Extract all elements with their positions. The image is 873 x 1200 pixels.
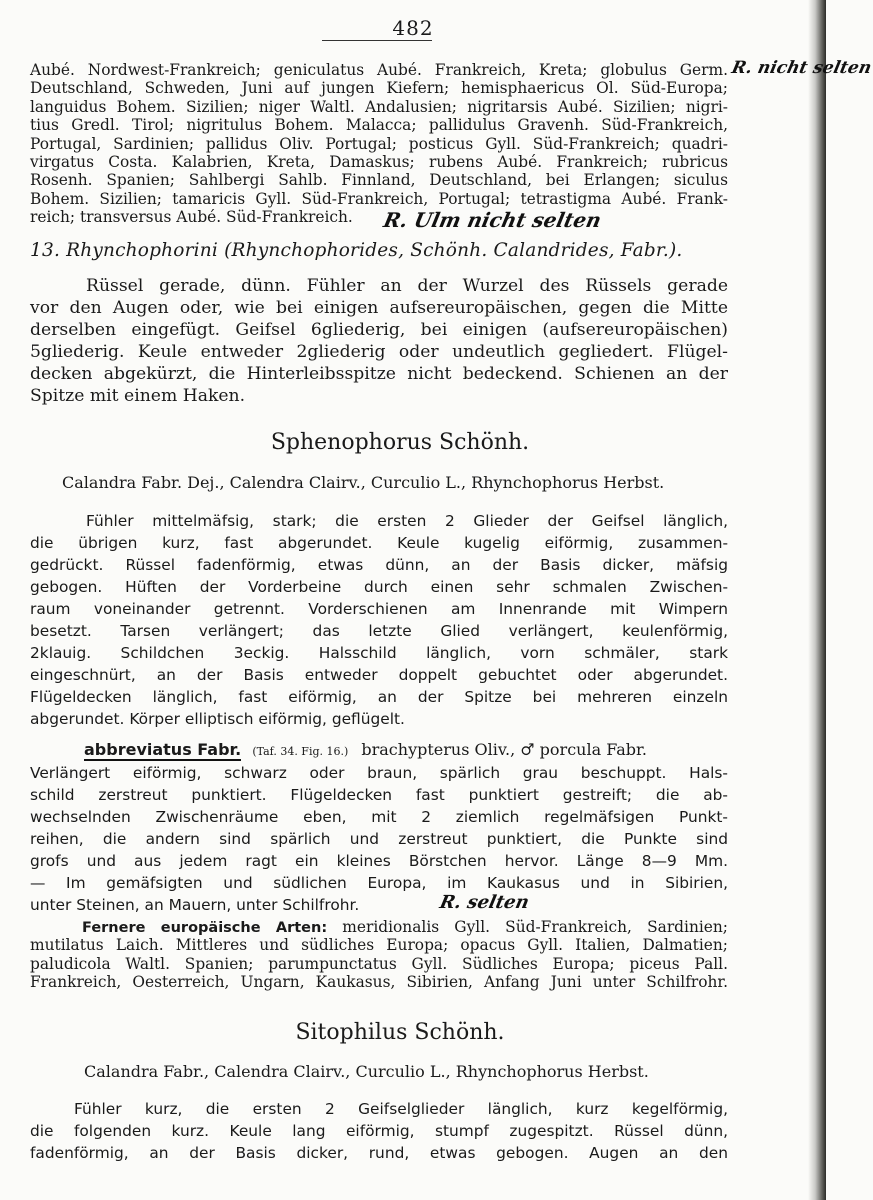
text-line: abgerundet. Körper elliptisch eiförmig, geflügelt. — [30, 710, 405, 728]
text-line: eingeschnürt, an der Basis entweder doppelt gebuchtet oder abgerundet. — [30, 666, 728, 684]
text-line: raum voneinander getrennt. Vorderschienen am Innenrande mit Wimpern — [30, 600, 728, 618]
species-name: abbreviatus Fabr. — [84, 740, 242, 759]
text-line: schild zerstreut punktiert. Flügeldecken fast punktiert gestreift; die ab- — [30, 786, 728, 804]
text-line: Frankreich, Oesterreich, Ungarn, Kaukasus, Sibirien, Anfang Juni unter Schilfrohr. — [30, 973, 728, 992]
genus-description — [30, 1098, 728, 1164]
species-synonyms: brachypterus Oliv., ♂ porcula Fabr. — [361, 740, 647, 759]
genus-heading: Sphenophorus Schönh. — [270, 430, 530, 455]
handwritten-note: R. Ulm nicht selten — [381, 208, 604, 232]
text-line: 2klauig. Schildchen 3eckig. Halsschild länglich, vorn schmäler, stark — [30, 644, 728, 662]
text-line: die folgenden kurz. Keule lang eiförmig, stumpf zugespitzt. Rüssel dünn, — [30, 1122, 728, 1140]
text-line: gedrückt. Rüssel fadenförmig, etwas dünn, an der Basis dicker, mäfsig — [30, 556, 728, 574]
text-line: besetzt. Tarsen verlängert; das letzte Glied verlängert, keulenförmig, — [30, 622, 728, 640]
text-line: Spitze mit einem Haken. — [30, 386, 246, 406]
previous-species-list — [30, 61, 728, 227]
text-line: virgatus Costa. Kalabrien, Kreta, Damaskus; rubens Aubé. Frankreich; rubricus — [30, 152, 728, 171]
section-description — [30, 275, 728, 407]
text-line: Bohem. Sizilien; tamaricis Gyll. Süd-Frankreich, Portugal; tetrastigma Aubé. Frank- — [30, 189, 728, 208]
text-line: paludicola Waltl. Spanien; parumpunctatus Gyll. Südliches Europa; piceus Pall. — [30, 954, 728, 973]
text-line: Aubé. Nordwest-Frankreich; geniculatus Aubé. Frankreich, Kreta; globulus Germ. — [30, 61, 728, 79]
text-line: Flügeldecken länglich, fast eiförmig, an der Spitze bei mehreren einzeln — [30, 688, 728, 706]
book-spine-shadow — [808, 0, 826, 1200]
further-species-text: meridionalis Gyll. Süd-Frankreich, Sardinien; — [342, 918, 728, 936]
text-line: gebogen. Hüften der Vorderbeine durch einen sehr schmalen Zwischen- — [30, 578, 728, 596]
text-line — [30, 918, 728, 936]
text-line: fadenförmig, an der Basis dicker, rund, etwas gebogen. Augen an den — [30, 1144, 728, 1162]
text-line: Portugal, Sardinien; pallidus Oliv. Portugal; posticus Gyll. Süd-Frankreich; quadri- — [30, 134, 728, 153]
text-line: vor den Augen oder, wie bei einigen aufsereuropäischen, gegen die Mitte — [30, 298, 728, 318]
text-line: Fühler mittelmäfsig, stark; die ersten 2 Glieder der Geifsel länglich, — [86, 512, 728, 530]
text-line: Verlängert eiförmig, schwarz oder braun, spärlich grau beschuppt. Hals- — [30, 764, 728, 782]
further-species-label: Fernere europäische Arten: — [82, 920, 328, 936]
plate-reference: (Taf. 34. Fig. 16.) — [252, 745, 349, 758]
text-line: derselben eingefügt. Geifsel 6gliederig, bei einigen (aufsereuropäischen) — [30, 320, 728, 340]
text-line: Rosenh. Spanien; Sahlbergi Sahlb. Finnland, Deutschland, bei Erlangen; siculus — [30, 171, 728, 190]
page-number: 482 — [392, 16, 434, 40]
genus-description — [30, 510, 728, 730]
text-line: languidus Bohem. Sizilien; niger Waltl. Andalusien; nigritarsis Aubé. Sizilien; nigri- — [30, 97, 728, 116]
section-title: 13. Rhynchophorini (Rhynchophorides, Schönh. Calandrides, Fabr.). — [30, 240, 683, 261]
text-line: Deutschland, Schweden, Juni auf jungen Kiefern; hemisphaericus Ol. Süd-Europa; — [30, 79, 728, 98]
further-species-list — [30, 918, 728, 992]
text-line: mutilatus Laich. Mittleres und südliches Europa; opacus Gyll. Italien, Dalmatien; — [30, 936, 728, 955]
species-description — [30, 762, 728, 916]
text-line: Rüssel gerade, dünn. Fühler an der Wurzel des Rüssels gerade — [86, 276, 728, 296]
text-line: decken abgekürzt, die Hinterleibsspitze nicht bedeckend. Schienen an der — [30, 364, 728, 384]
text-line: tius Gredl. Tirol; nigritulus Bohem. Malacca; pallidulus Gravenh. Süd-Frankreich, — [30, 116, 728, 135]
genus-heading: Sitophilus Schönh. — [295, 1020, 505, 1045]
species-entry-header — [84, 740, 728, 759]
text-line: reich; transversus Aubé. Süd-Frankreich. — [30, 208, 353, 227]
page-number-rule — [322, 40, 432, 41]
text-line: — Im gemäfsigten und südlichen Europa, im Kaukasus und in Sibirien, — [30, 874, 728, 892]
text-line: grofs und aus jedem ragt ein kleines Börstchen hervor. Länge 8—9 Mm. — [30, 852, 728, 870]
text-line: reihen, die andern sind spärlich und zerstreut punktiert, die Punkte sind — [30, 830, 728, 848]
text-line: die übrigen kurz, fast abgerundet. Keule kugelig eiförmig, zusammen- — [30, 534, 728, 552]
genus-synonyms: Calandra Fabr. Dej., Calendra Clairv., Curculio L., Rhynchophorus Herbst. — [62, 473, 665, 492]
handwritten-note: R. nicht selten — [729, 58, 873, 78]
text-line: 5gliederig. Keule entweder 2gliederig oder undeutlich gegliedert. Flügel- — [30, 342, 728, 362]
text-line: unter Steinen, an Mauern, unter Schilfrohr. — [30, 896, 360, 914]
text-line: wechselnden Zwischenräume eben, mit 2 ziemlich regelmäfsigen Punkt- — [30, 808, 728, 826]
handwritten-note: R. selten — [437, 892, 532, 913]
genus-synonyms: Calandra Fabr., Calendra Clairv., Curculio L., Rhynchophorus Herbst. — [84, 1062, 649, 1081]
text-line: Fühler kurz, die ersten 2 Geifselglieder länglich, kurz kegelförmig, — [74, 1100, 728, 1118]
